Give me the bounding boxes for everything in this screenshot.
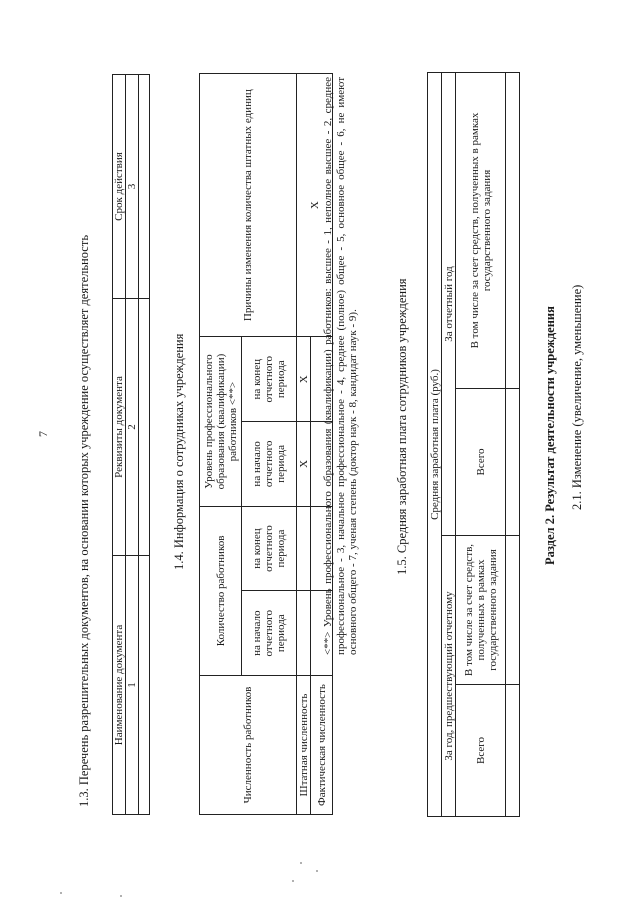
header-education-level: Уровень профессионального образования (квалификации) работников <**> [200,337,242,506]
header-level-end: на конец отчетного периода [242,337,297,422]
section-1-5-title: 1.5. Средняя заработная плата сотрудников учреждения [395,278,409,575]
col-number-1: 1 [126,556,139,815]
header-document-name: Наименование документа [113,556,126,815]
cell-x: X [297,422,311,507]
header-qty-start: на начало отчетного периода [242,591,297,676]
header-incl-state-task-prev: В том числе за счет средств, полученных в рамках государственного задания [456,536,506,685]
row-staff-label: Штатная численность [297,676,311,815]
header-previous-year: За год, предшествующий отчетному [442,536,456,817]
header-employee-quantity: Количество работников [200,506,242,675]
header-incl-state-task-curr: В том числе за счет средств, полученных в рамках государственного задания [456,73,506,389]
table-row [506,73,520,817]
scan-speck [60,892,62,894]
salary-table [427,72,520,817]
scan-speck [120,895,122,897]
section-2-title: Раздел 2. Результат деятельности учреждения [543,306,557,565]
header-level-start: на начало отчетного периода [242,422,297,507]
page-number: 7 [36,431,50,437]
scan-speck [316,870,318,872]
section-1-4-title: 1.4. Информация о сотрудниках учреждения [172,333,186,570]
header-document-details: Реквизиты документа [113,299,126,556]
header-validity: Срок действия [113,75,126,299]
section-2-1-title: 2.1. Изменение (увеличение, уменьшение) [570,284,584,510]
col-number-2: 2 [126,299,139,556]
header-change-reasons: Причины изменения количества штатных единиц [200,74,297,337]
table-row [297,74,311,815]
row-actual-label: Фактическая численность [311,676,333,815]
staff-info-table [199,73,333,815]
cell-x: X [297,337,311,422]
header-reporting-year: За отчетный год [442,73,456,536]
header-total: Всего [456,685,506,817]
section-1-3-title: 1.3. Перечень разрешительных документов, на основании которых учреждение осуществляет деятельность [77,234,91,807]
scan-speck [300,862,302,864]
table-row [139,75,150,815]
scan-speck [292,880,294,882]
education-level-footnote: <**> Уровень профессионального образования (квалификации) работников: высшее - 1, неполное высшее - 2, среднее профессиональное - 3, начальное профессиональное - 4, среднее (полное) общее - 5, основное общее - 6, не имеют основного общего - 7, ученая степень (доктор наук - 8, кандидат наук - 9). [322,77,359,655]
header-staff-count: Численность работников [200,676,297,815]
permits-table [112,74,150,815]
header-total: Всего [456,389,506,536]
cell-x: X [297,74,333,337]
header-average-salary: Средняя заработная плата (руб.) [428,73,442,817]
header-qty-end: на конец отчетного периода [242,506,297,591]
col-number-3: 3 [126,75,139,299]
